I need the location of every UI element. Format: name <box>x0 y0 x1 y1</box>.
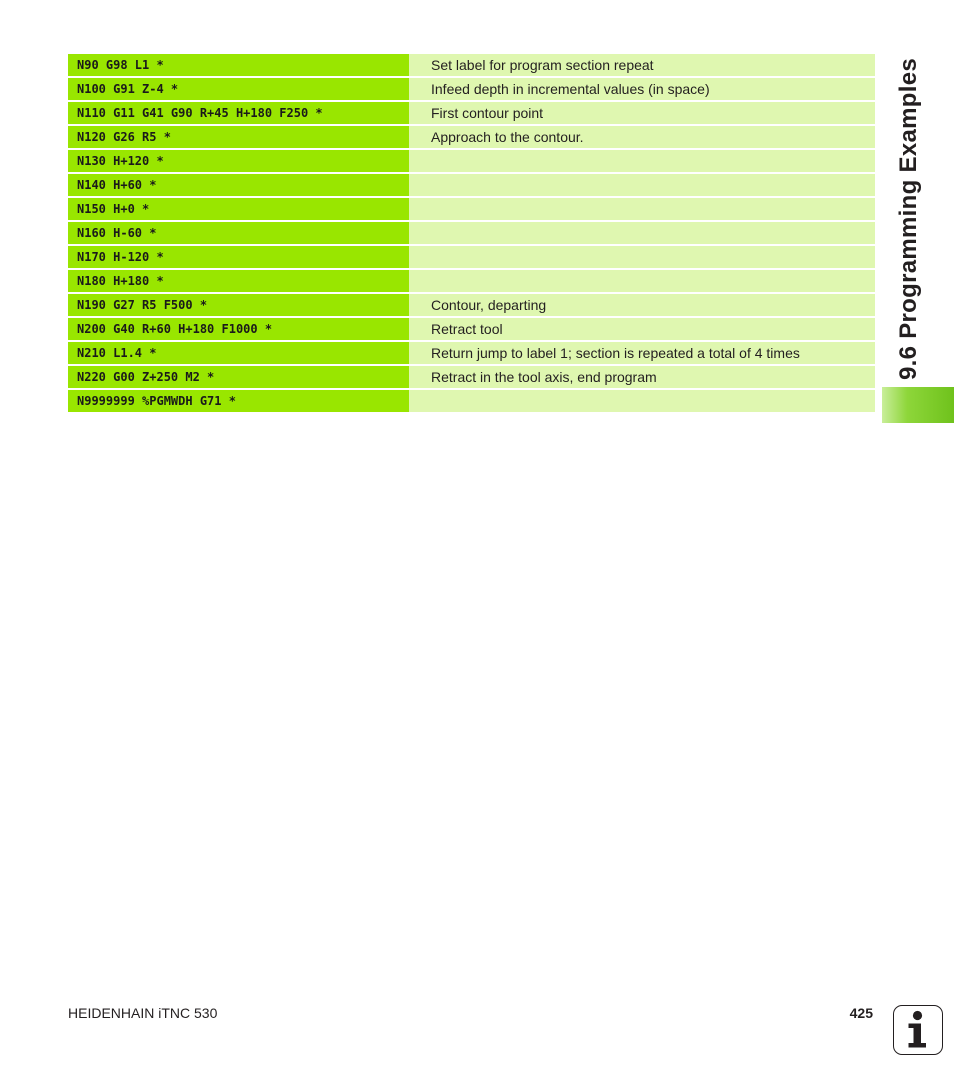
table-row <box>68 318 875 340</box>
info-icon <box>893 1005 943 1055</box>
nc-code-cell: N9999999 %PGMWDH G71 * <box>68 390 409 412</box>
nc-code-cell: N170 H-120 * <box>68 246 409 268</box>
program-table <box>68 54 875 414</box>
description-cell <box>409 270 875 292</box>
description-cell <box>409 246 875 268</box>
table-row <box>68 54 875 76</box>
table-row <box>68 78 875 100</box>
description-cell: Contour, departing <box>409 294 875 316</box>
nc-code-cell: N90 G98 L1 * <box>68 54 409 76</box>
table-row <box>68 246 875 268</box>
nc-code-cell: N210 L1.4 * <box>68 342 409 364</box>
nc-code-cell: N150 H+0 * <box>68 198 409 220</box>
description-cell: Retract tool <box>409 318 875 340</box>
table-row <box>68 222 875 244</box>
nc-code-cell: N120 G26 R5 * <box>68 126 409 148</box>
table-row <box>68 150 875 172</box>
nc-code-cell: N130 H+120 * <box>68 150 409 172</box>
table-row <box>68 198 875 220</box>
nc-code-cell: N110 G11 G41 G90 R+45 H+180 F250 * <box>68 102 409 124</box>
table-row <box>68 294 875 316</box>
nc-code-cell: N180 H+180 * <box>68 270 409 292</box>
description-cell <box>409 174 875 196</box>
page-number: 425 <box>849 1005 873 1021</box>
table-row <box>68 126 875 148</box>
table-row <box>68 174 875 196</box>
section-title-text: 9.6 Programming Examples <box>895 58 922 380</box>
footer-brand: HEIDENHAIN iTNC 530 <box>68 1005 218 1021</box>
section-title-vertical <box>885 50 933 388</box>
description-cell: Infeed depth in incremental values (in space) <box>409 78 875 100</box>
description-cell <box>409 150 875 172</box>
description-cell <box>409 198 875 220</box>
nc-code-cell: N100 G91 Z-4 * <box>68 78 409 100</box>
nc-code-cell: N200 G40 R+60 H+180 F1000 * <box>68 318 409 340</box>
description-cell: First contour point <box>409 102 875 124</box>
nc-code-cell: N190 G27 R5 F500 * <box>68 294 409 316</box>
table-row <box>68 390 875 412</box>
table-row <box>68 342 875 364</box>
description-cell: Retract in the tool axis, end program <box>409 366 875 388</box>
nc-code-cell: N220 G00 Z+250 M2 * <box>68 366 409 388</box>
description-cell <box>409 222 875 244</box>
description-cell: Set label for program section repeat <box>409 54 875 76</box>
table-row <box>68 270 875 292</box>
table-row <box>68 366 875 388</box>
table-row <box>68 102 875 124</box>
description-cell: Return jump to label 1; section is repeated a total of 4 times <box>409 342 875 364</box>
description-cell <box>409 390 875 412</box>
nc-code-cell: N140 H+60 * <box>68 174 409 196</box>
description-cell: Approach to the contour. <box>409 126 875 148</box>
nc-code-cell: N160 H-60 * <box>68 222 409 244</box>
chapter-tab-marker <box>882 387 954 423</box>
